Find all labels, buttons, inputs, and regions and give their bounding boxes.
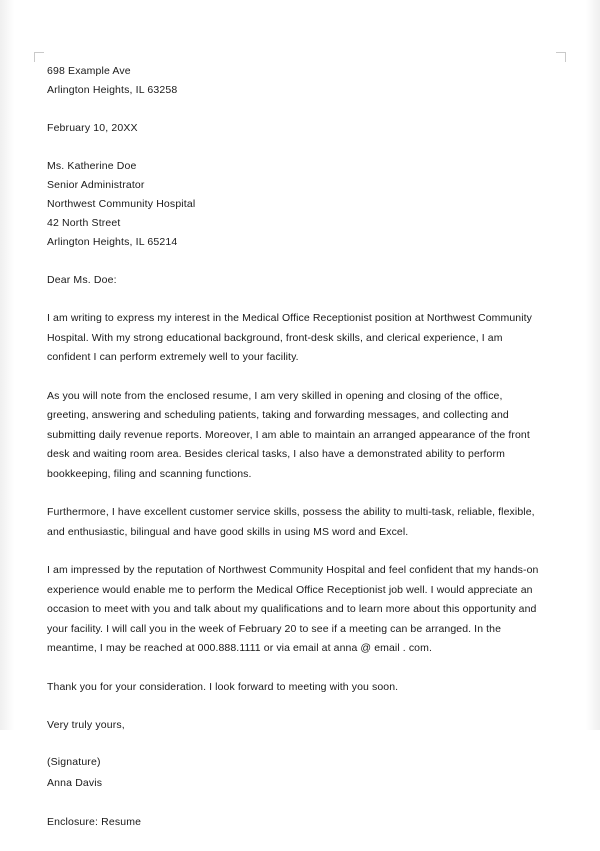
salutation-block <box>47 271 547 290</box>
recipient-organization: Northwest Community Hospital <box>47 198 196 210</box>
closing-block <box>47 716 547 735</box>
letter-date: February 10, 20XX <box>47 122 138 134</box>
recipient-name: Ms. Katherine Doe <box>47 160 137 172</box>
body-paragraph-2: As you will note from the enclosed resume, I am very skilled in opening and closing of the office, greeting, answering and scheduling patients, taking and forwarding messages, and collecting and submitting daily revenue reports. Moreover, I am able to maintain an arranged appearance of the front desk and waiting room area. Besides clerical tasks, I also have a demonstrated ability to perform bookkeeping, filing and scanning functions. <box>47 389 530 480</box>
signature-block <box>47 752 547 794</box>
letter-body <box>47 62 547 851</box>
sender-name: Anna Davis <box>47 777 103 789</box>
recipient-title: Senior Administrator <box>47 179 145 191</box>
sender-address-line-1: 698 Example Ave <box>47 65 131 77</box>
crop-mark-top-right <box>556 52 566 62</box>
body-paragraph-4: I am impressed by the reputation of Northwest Community Hospital and feel confident that my hands-on experience would enable me to perform the Medical Office Receptionist job well. I would appreciate an occasion to meet with you and talk about my qualifications and to learn more about this opportunity and your facility. I will call you in the week of February 20 to see if a meeting can be arranged. In the meantime, I may be reached at 000.888.1111 or via email at anna @ email . com. <box>47 564 539 654</box>
recipient-address-block <box>47 157 547 252</box>
enclosure-block <box>47 813 547 832</box>
enclosure: Enclosure: Resume <box>47 816 142 828</box>
crop-mark-top-left <box>34 52 44 62</box>
body-paragraph-1: I am writing to express my interest in the Medical Office Receptionist position at Northwest Community Hospital. With my strong educational background, front-desk skills, and clerical experience, I am confident I can perform extremely well to your facility. <box>47 312 533 363</box>
signature-placeholder: (Signature) <box>47 756 101 768</box>
sender-address-line-2: Arlington Heights, IL 63258 <box>47 84 178 96</box>
sender-address-block <box>47 62 547 100</box>
recipient-street: 42 North Street <box>47 217 121 229</box>
closing: Very truly yours, <box>47 719 125 731</box>
recipient-city-state-zip: Arlington Heights, IL 65214 <box>47 236 178 248</box>
body-paragraph-5: Thank you for your consideration. I look forward to meeting with you soon. <box>47 680 399 693</box>
salutation: Dear Ms. Doe: <box>47 274 117 286</box>
date-block <box>47 119 547 138</box>
body-paragraph-3: Furthermore, I have excellent customer service skills, possess the ability to multi-task, reliable, flexible, and enthusiastic, bilingual and have good skills in using MS word and Excel. <box>47 506 535 538</box>
